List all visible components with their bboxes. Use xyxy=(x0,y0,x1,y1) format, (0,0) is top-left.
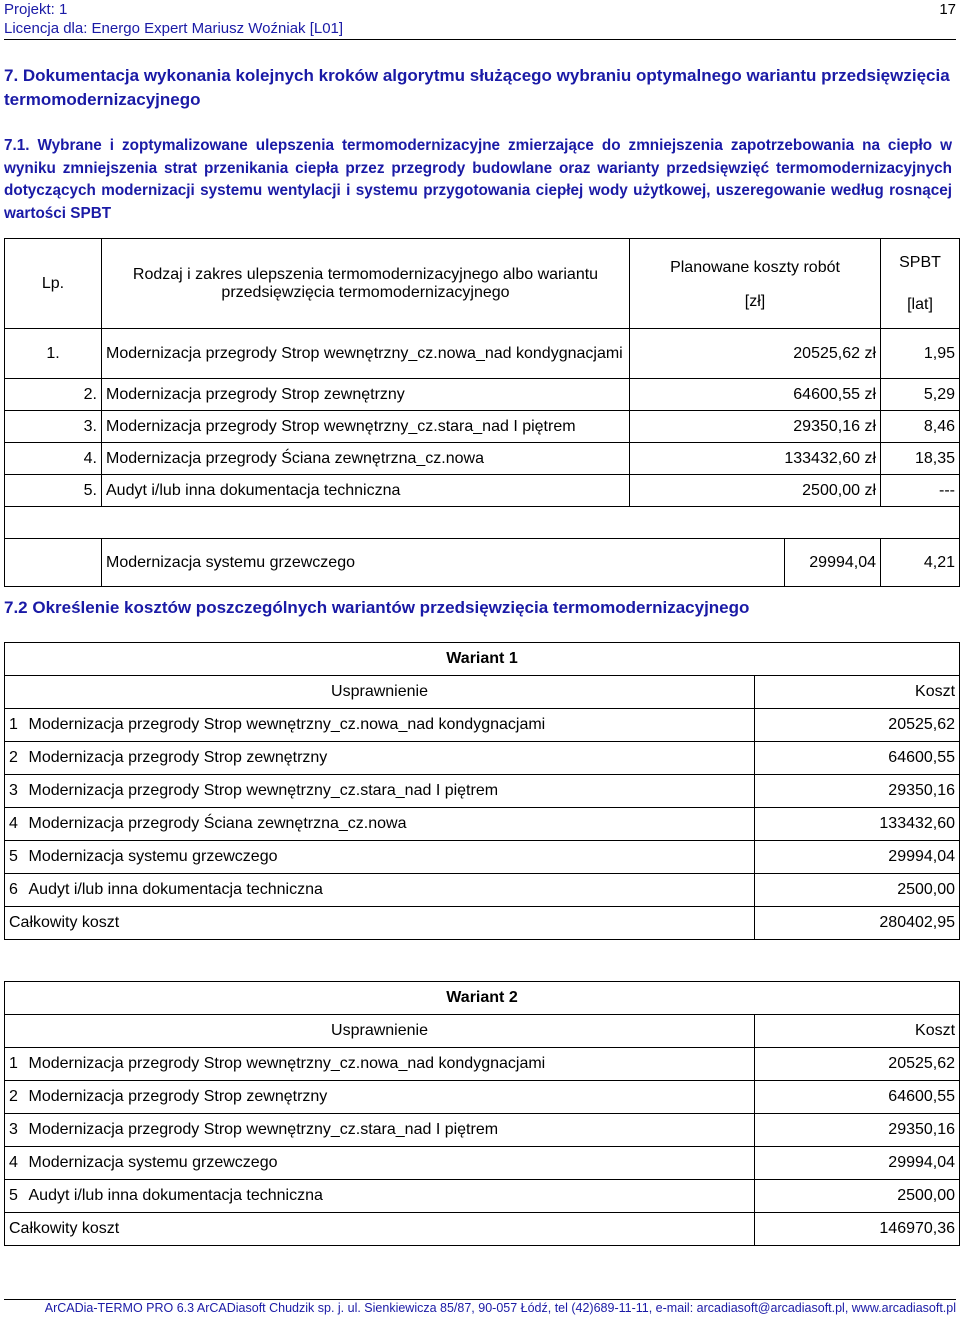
col-cost: Koszt xyxy=(755,676,960,709)
row-no: 1 xyxy=(5,1048,75,1081)
row-name: Modernizacja przegrody Strop zewnętrzny xyxy=(102,379,630,411)
header-koszty-unit: [zł] xyxy=(744,292,766,310)
row-cost: 20525,62 xyxy=(755,709,960,742)
row-no: 5 xyxy=(5,1180,75,1213)
row-name: Modernizacja przegrody Strop wewnętrzny_cz.stara_nad I piętrem xyxy=(102,411,630,443)
header-spbt-label: SPBT xyxy=(899,253,941,271)
header-divider xyxy=(4,39,956,40)
row-no: 3 xyxy=(5,775,75,808)
page-footer: ArCADia-TERMO PRO 6.3 ArCADiasoft Chudzik sp. j. ul. Sienkiewicza 85/87, 90-057 Łódź, tel (42)689-11-11, e-mail: arcadiasoft@arcadiasoft.pl, www.arcadiasoft.pl xyxy=(44,1301,956,1315)
page-number: 17 xyxy=(939,1,956,18)
table-row xyxy=(5,808,960,841)
row-lp: 4. xyxy=(5,443,102,475)
row-name: Modernizacja przegrody Strop wewnętrzny_cz.nowa_nad kondygnacjami xyxy=(29,1048,709,1081)
total-label: Całkowity koszt xyxy=(5,1213,755,1246)
table-row xyxy=(5,443,960,475)
license-label: Licencja dla: Energo Expert Mariusz Woźniak [L01] xyxy=(4,20,344,37)
row-name: Modernizacja systemu grzewczego xyxy=(29,1147,709,1180)
footer-divider xyxy=(4,1299,956,1300)
header-koszty-label: Planowane koszty robót xyxy=(670,258,840,276)
row-name: Modernizacja przegrody Strop wewnętrzny_cz.stara_nad I piętrem xyxy=(29,775,709,808)
row-spbt: 1,95 xyxy=(881,329,960,379)
project-label: Projekt: 1 xyxy=(4,1,68,18)
table-row xyxy=(5,874,960,907)
header-spbt-unit: [lat] xyxy=(907,295,933,313)
variant-title: Wariant 2 xyxy=(5,982,960,1015)
costs-section-title: 7.2 Określenie kosztów poszczególnych wariantów przedsięwzięcia termomodernizacyjnego xyxy=(4,598,750,617)
subsection-title: 7.1. Wybrane i zoptymalizowane ulepszenia termomodernizacyjne zmierzające do zmniejszenia zapotrzebowania na ciepło w wyniku zmniejszenia strat przenikania ciepła przez przegrody budowlane oraz warianty przedsięwzięć termomodernizacyjnych dotyczących modernizacji systemu wentylacji i systemu przygotowania ciepłej wody użytkowej, uszeregowanie według rosnącej wartości SPBT xyxy=(4,137,952,222)
variant-2-table xyxy=(4,981,960,1246)
row-no: 2 xyxy=(5,742,75,775)
row-spbt: --- xyxy=(881,475,960,507)
table-row xyxy=(5,709,960,742)
heating-lp-cell xyxy=(5,539,102,587)
table-row xyxy=(5,411,960,443)
row-name: Modernizacja przegrody Strop zewnętrzny xyxy=(29,1081,709,1114)
heating-spbt: 4,21 xyxy=(881,539,960,587)
table-row xyxy=(5,1048,960,1081)
row-name: Modernizacja przegrody Ściana zewnętrzna_cz.nowa xyxy=(102,443,630,475)
row-spbt: 8,46 xyxy=(881,411,960,443)
heating-name: Modernizacja systemu grzewczego xyxy=(102,539,785,587)
row-no: 4 xyxy=(5,808,75,841)
table-row xyxy=(5,1147,960,1180)
row-no: 6 xyxy=(5,874,75,907)
row-name: Modernizacja przegrody Strop zewnętrzny xyxy=(29,742,709,775)
row-name: Audyt i/lub inna dokumentacja techniczna xyxy=(29,874,709,907)
row-lp: 5. xyxy=(5,475,102,507)
row-no: 3 xyxy=(5,1114,75,1147)
improvements-table xyxy=(4,238,960,587)
table-row xyxy=(5,775,960,808)
table-row xyxy=(5,1180,960,1213)
row-spbt: 5,29 xyxy=(881,379,960,411)
row-cost: 133432,60 zł xyxy=(630,443,881,475)
row-cost: 64600,55 xyxy=(755,742,960,775)
col-improvement: Usprawnienie xyxy=(5,676,755,709)
variant-title: Wariant 1 xyxy=(5,643,960,676)
row-cost: 133432,60 xyxy=(755,808,960,841)
row-cost: 29350,16 zł xyxy=(630,411,881,443)
row-cost: 29350,16 xyxy=(755,1114,960,1147)
row-cost: 20525,62 zł xyxy=(630,329,881,379)
total-label: Całkowity koszt xyxy=(5,907,755,940)
header-koszty xyxy=(630,239,881,329)
row-no: 1 xyxy=(5,709,75,742)
row-cost: 64600,55 zł xyxy=(630,379,881,411)
row-name: Modernizacja systemu grzewczego xyxy=(29,841,709,874)
row-lp: 1. xyxy=(5,329,102,379)
row-spbt: 18,35 xyxy=(881,443,960,475)
row-cost: 29994,04 xyxy=(755,1147,960,1180)
table-row xyxy=(5,742,960,775)
row-cost: 20525,62 xyxy=(755,1048,960,1081)
row-cost: 29994,04 xyxy=(755,841,960,874)
total-value: 146970,36 xyxy=(755,1213,960,1246)
row-no: 5 xyxy=(5,841,75,874)
row-name: Modernizacja przegrody Strop wewnętrzny_cz.nowa_nad kondygnacjami xyxy=(102,329,630,379)
header-rodzaj: Rodzaj i zakres ulepszenia termomodernizacyjnego albo wariantu przedsięwzięcia termomodernizacyjnego xyxy=(102,239,630,329)
row-cost: 2500,00 xyxy=(755,1180,960,1213)
total-row xyxy=(5,907,960,940)
row-lp: 2. xyxy=(5,379,102,411)
row-cost: 64600,55 xyxy=(755,1081,960,1114)
row-no: 2 xyxy=(5,1081,75,1114)
table-row xyxy=(5,1081,960,1114)
page-header xyxy=(4,0,343,38)
total-value: 280402,95 xyxy=(755,907,960,940)
row-cost: 2500,00 zł xyxy=(630,475,881,507)
variant-1-table xyxy=(4,642,960,940)
row-name: Audyt i/lub inna dokumentacja techniczna xyxy=(29,1180,709,1213)
row-cost: 29350,16 xyxy=(755,775,960,808)
table-row xyxy=(5,539,960,587)
table-spacer-row xyxy=(5,507,960,539)
row-no: 4 xyxy=(5,1147,75,1180)
col-improvement: Usprawnienie xyxy=(5,1015,755,1048)
table-row xyxy=(5,475,960,507)
total-row xyxy=(5,1213,960,1246)
table-row xyxy=(5,379,960,411)
row-name: Modernizacja przegrody Ściana zewnętrzna_cz.nowa xyxy=(29,808,709,841)
empty-row-cell xyxy=(5,507,960,539)
section-title: 7. Dokumentacja wykonania kolejnych kroków algorytmu służącego wybraniu optymalnego wariantu przedsięwzięcia termomodernizacyjnego xyxy=(4,66,950,109)
table-row xyxy=(5,1114,960,1147)
row-name: Modernizacja przegrody Strop wewnętrzny_cz.nowa_nad kondygnacjami xyxy=(29,709,709,742)
table-row xyxy=(5,329,960,379)
table-header-row xyxy=(5,239,960,329)
row-name: Modernizacja przegrody Strop wewnętrzny_cz.stara_nad I piętrem xyxy=(29,1114,709,1147)
header-spbt xyxy=(881,239,960,329)
row-name: Audyt i/lub inna dokumentacja techniczna xyxy=(102,475,630,507)
row-cost: 2500,00 xyxy=(755,874,960,907)
col-cost: Koszt xyxy=(755,1015,960,1048)
heating-cost: 29994,04 xyxy=(785,539,881,587)
header-lp: Lp. xyxy=(5,239,102,329)
table-row xyxy=(5,841,960,874)
row-lp: 3. xyxy=(5,411,102,443)
